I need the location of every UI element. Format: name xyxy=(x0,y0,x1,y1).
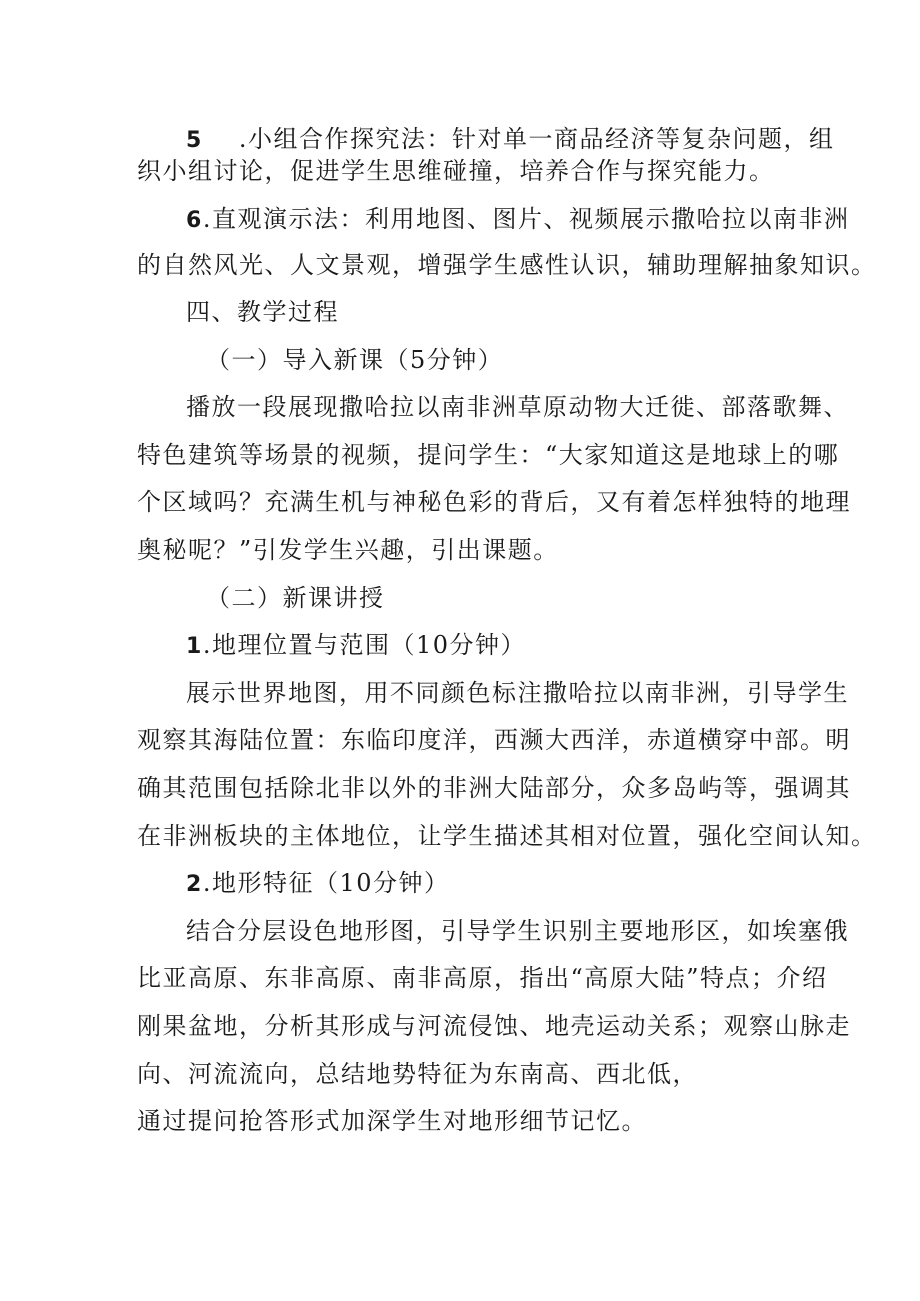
item-1-number: 1 xyxy=(186,634,203,659)
item-2-title xyxy=(186,869,449,899)
item-2-line-5: 通过提问抢答形式加深学生对地形细节记忆。 xyxy=(137,1107,647,1135)
item-2-line-4: 向、河流流向，总结地势特征为东南高、西北低， xyxy=(137,1060,698,1088)
item-2-line-1: 结合分层设色地形图，引导学生识别主要地形区，如埃塞俄 xyxy=(186,917,849,945)
item-2-number: 2 xyxy=(186,872,203,897)
subheading-new-lesson: （二）新课讲授 xyxy=(206,584,385,612)
item-1-line-4: 在非洲板块的主体地位，让学生描述其相对位置，强化空间认知。 xyxy=(137,822,877,850)
method-5-number: 5 xyxy=(186,128,203,153)
method-5-line-1 xyxy=(186,125,834,155)
intro-line-2: 特色建筑等场景的视频，提问学生：“大家知道这是地球上的哪 xyxy=(137,441,840,469)
item-1-title xyxy=(186,631,526,661)
item-2-title-text: .地形特征（10分钟） xyxy=(202,869,450,897)
method-6-text: .直观演示法：利用地图、图片、视频展示撒哈拉以南非洲 xyxy=(202,205,850,233)
method-6-line-2: 的自然风光、人文景观，增强学生感性认识，辅助理解抽象知识。 xyxy=(137,251,877,279)
item-1-line-3: 确其范围包括除北非以外的非洲大陆部分，众多岛屿等，强调其 xyxy=(137,774,851,802)
intro-line-1: 播放一段展现撒哈拉以南非洲草原动物大迁徙、部落歌舞、 xyxy=(186,393,849,421)
method-5-line-2: 织小组讨论，促进学生思维碰撞，培养合作与探究能力。 xyxy=(137,157,775,185)
intro-line-4: 奥秘呢？”引发学生兴趣，引出课题。 xyxy=(137,536,559,564)
item-2-line-2: 比亚高原、东非高原、南非高原，指出“高原大陆”特点；介绍 xyxy=(137,964,828,992)
section-heading-teaching-process: 四、教学过程 xyxy=(186,298,339,326)
method-6-number: 6 xyxy=(186,208,203,233)
method-5-text: .小组合作探究法：针对单一商品经济等复杂问题，组 xyxy=(238,125,835,153)
item-1-line-2: 观察其海陆位置：东临印度洋，西濒大西洋，赤道横穿中部。明 xyxy=(137,726,851,754)
item-1-title-text: .地理位置与范围（10分钟） xyxy=(202,631,526,659)
subheading-intro: （一）导入新课（5分钟） xyxy=(206,346,504,374)
item-1-line-1: 展示世界地图，用不同颜色标注撒哈拉以南非洲，引导学生 xyxy=(186,679,849,707)
item-2-line-3: 刚果盆地，分析其形成与河流侵蚀、地壳运动关系；观察山脉走 xyxy=(137,1012,851,1040)
intro-line-3: 个区域吗？充满生机与神秘色彩的背后，又有着怎样独特的地理 xyxy=(137,488,851,516)
method-6-line-1 xyxy=(186,205,849,235)
